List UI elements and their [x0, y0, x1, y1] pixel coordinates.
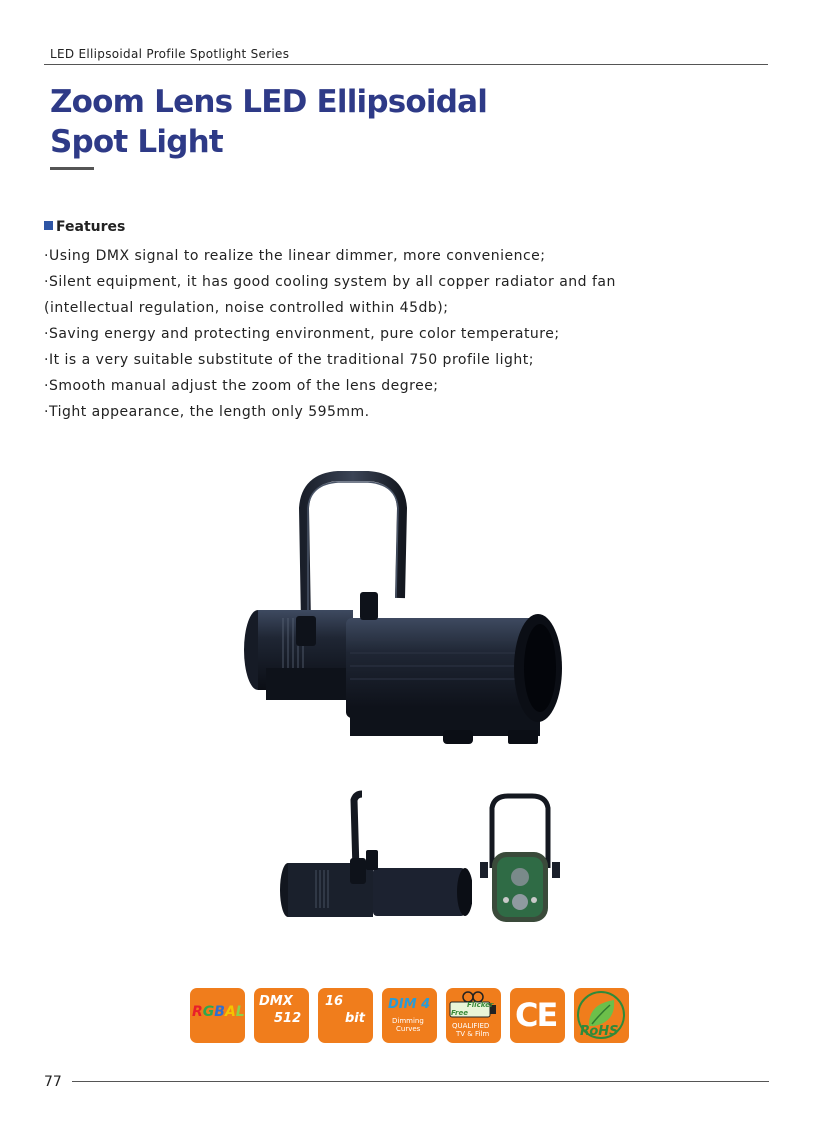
badge-rohs	[574, 988, 629, 1043]
product-photo-back	[480, 790, 560, 925]
feature-line: ·Silent equipment, it has good cooling system by all copper radiator and fan	[44, 274, 616, 290]
feature-line: ·Saving energy and protecting environment, pure color temperature;	[44, 326, 560, 342]
product-photo-side	[276, 790, 472, 925]
features-heading-text: Features	[56, 219, 126, 235]
dim-label: DIM 4	[388, 997, 431, 1012]
flicker-label: Flicker	[467, 1001, 494, 1009]
dmx-label: DMX	[259, 994, 293, 1009]
title-underline	[50, 167, 94, 170]
feature-line: ·Using DMX signal to realize the linear dimmer, more convenience;	[44, 248, 546, 264]
feature-line: (intellectual regulation, noise controlled within 45db);	[44, 300, 449, 316]
product-photo-main	[238, 468, 568, 756]
footer-rule	[72, 1081, 769, 1082]
bit-depth-label: bit	[345, 1011, 365, 1026]
features-list	[44, 243, 744, 425]
header-rule	[44, 64, 768, 65]
dmx-channels: 512	[274, 1011, 302, 1026]
dim-sub-1: Dimming	[392, 1017, 424, 1025]
badge-dim4	[382, 988, 437, 1043]
badge-ce	[510, 988, 565, 1043]
badge-flicker-free	[446, 988, 501, 1043]
feature-badges	[190, 988, 629, 1043]
page-title	[50, 82, 487, 162]
free-label: Free	[451, 1009, 468, 1017]
badge-dmx512	[254, 988, 309, 1043]
tv-film-label: TV & Film	[456, 1030, 490, 1038]
rgbal-letter-b: B	[214, 1004, 225, 1020]
rgbal-letter-l: L	[235, 1004, 245, 1020]
rgbal-letter-r: R	[192, 1004, 203, 1020]
rgbal-letter-a: A	[224, 1004, 236, 1020]
ce-mark: CE	[515, 996, 557, 1034]
title-line-2: Spot Light	[50, 124, 223, 160]
badge-16bit	[318, 988, 373, 1043]
bit-depth-number: 16	[325, 994, 344, 1009]
features-heading	[44, 219, 125, 235]
running-header: LED Ellipsoidal Profile Spotlight Series	[50, 47, 290, 61]
title-line-1: Zoom Lens LED Ellipsoidal	[50, 84, 488, 120]
rgbal-letter-g: G	[202, 1004, 215, 1020]
square-bullet-icon	[44, 221, 53, 230]
rohs-label: RoHS	[580, 1024, 619, 1039]
qualified-label: QUALIFIED	[452, 1022, 490, 1030]
feature-line: ·Tight appearance, the length only 595mm.	[44, 404, 370, 420]
badge-rgbal	[190, 988, 245, 1043]
feature-line: ·Smooth manual adjust the zoom of the lens degree;	[44, 378, 439, 394]
dim-sub-2: Curves	[396, 1025, 421, 1033]
page-number: 77	[44, 1074, 62, 1090]
feature-line: ·It is a very suitable substitute of the traditional 750 profile light;	[44, 352, 534, 368]
